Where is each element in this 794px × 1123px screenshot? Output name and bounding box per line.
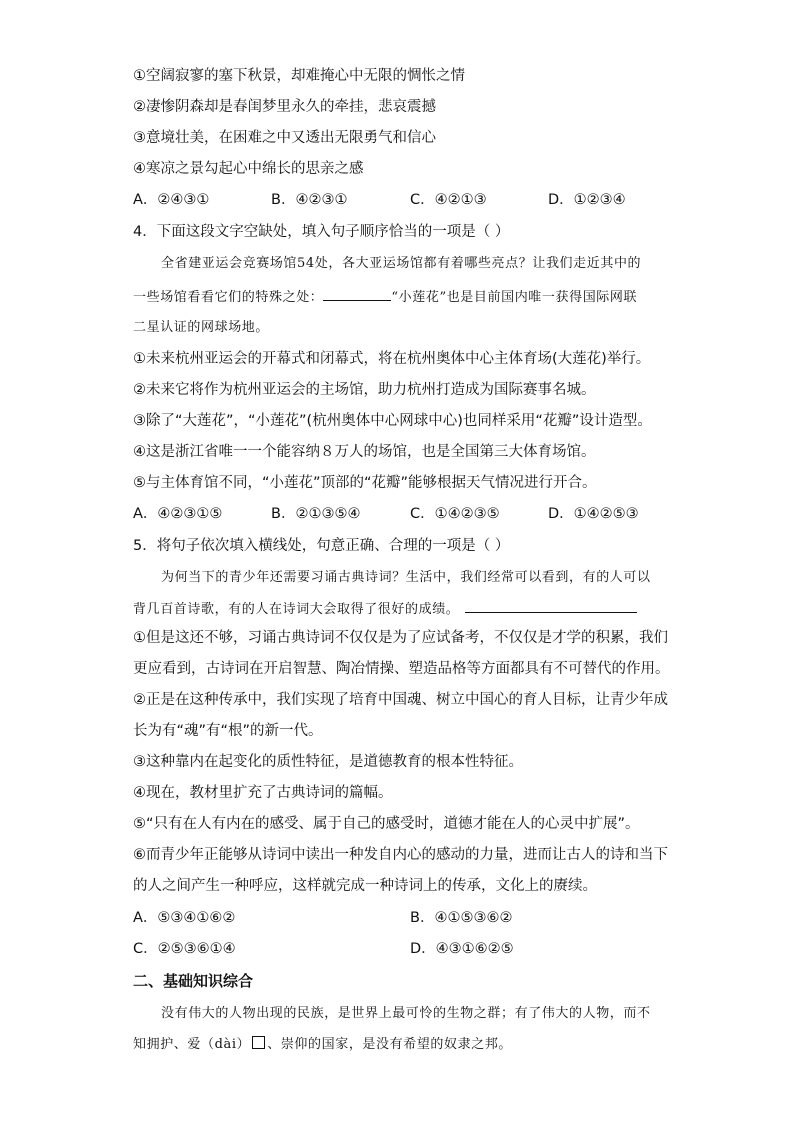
q5-choice-a: A．⑤③④①⑥② — [133, 910, 236, 926]
q4-item-1: ①未来杭州亚运会的开幕式和闭幕式，将在杭州奥体中心主体育场(大莲花)举行。 — [133, 351, 651, 367]
q4-choice-d: D．①④②⑤③ — [548, 506, 639, 522]
q3-choice-a: A．②④③① — [133, 192, 210, 208]
option-line-2: ②凄惨阴森却是春闺梦里永久的牵挂，悲哀震撼 — [133, 99, 436, 115]
q5-answer-blank[interactable] — [465, 598, 637, 613]
option-line-3: ③意境壮美，在困难之中又透出无限勇气和信心 — [133, 130, 436, 146]
option-line-1: ①空阔寂寥的塞下秋景，却难掩心中无限的惆怅之情 — [133, 68, 465, 84]
q5-passage-line-2 — [133, 598, 637, 620]
q5-item-3: ③这种靠内在起变化的质性特征，是道德教育的根本性特征。 — [133, 754, 523, 770]
q4-passage-line-2b: “小莲花”也是目前国内唯一获得国际网联 — [391, 290, 638, 305]
q5-stem: 5．将句子依次填入横线处，句意正确、合理的一项是（ ） — [133, 538, 510, 554]
q5-choice-d: D．④③①⑥②⑤ — [410, 941, 514, 957]
section2-line-1: 没有伟大的人物出现的民族，是世界上最可怜的生物之群；有了伟大的人物，而不 — [161, 1006, 651, 1021]
q3-choice-d: D．①②③④ — [548, 192, 626, 208]
q5-choice-b: B．④①⑤③⑥② — [410, 910, 513, 926]
q5-passage-line-2-text: 背几百首诗歌，有的人在诗词大会取得了很好的成绩。 — [133, 602, 460, 617]
q5-item-2a: ②正是在这种传承中，我们实现了培育中国魂、树立中国心的育人目标，让青少年成 — [133, 692, 668, 708]
q4-choice-c: C．①④②③⑤ — [410, 506, 500, 522]
q5-item-6b: 的人之间产生一种呼应，这样就完成一种诗词上的传承，文化上的赓续。 — [133, 878, 597, 894]
q5-item-6a: ⑥而青少年正能够从诗词中读出一种发自内心的感动的力量，进而让古人的诗和当下 — [133, 847, 668, 863]
q5-choice-c: C．②⑤③⑥①④ — [133, 941, 236, 957]
section2-line-2 — [133, 1035, 512, 1055]
section-heading: 二、基础知识综合 — [133, 972, 254, 990]
q4-passage-line-2 — [133, 286, 637, 308]
fill-in-box[interactable] — [252, 1036, 265, 1049]
q4-item-3: ③除了“大莲花”，“小莲花”(杭州奥体中心网球中心)也同样采用“花瓣”设计造型。 — [133, 413, 652, 429]
option-line-4: ④寒凉之景勾起心中绵长的思亲之感 — [133, 161, 364, 177]
q4-answer-blank[interactable] — [323, 286, 391, 301]
q4-item-4: ④这是浙江省唯一一个能容纳８万人的场馆，也是全国第三大体育场馆。 — [133, 444, 596, 460]
q5-passage-line-1: 为何当下的青少年还需要习诵古典诗词？生活中，我们经常可以看到，有的人可以 — [161, 570, 651, 585]
q3-choice-c: C．④②①③ — [410, 192, 487, 208]
q4-passage-line-3: 二星认证的网球场地。 — [133, 320, 270, 335]
q4-passage-line-2a: 一些场馆看看它们的特殊之处： — [133, 290, 324, 305]
q4-stem: 4．下面这段文字空缺处，填入句子顺序恰当的一项是（ ） — [133, 224, 510, 240]
q5-item-5: ⑤“只有在人有内在的感受、属于自己的感受时，道德才能在人的心灵中扩展”。 — [133, 816, 640, 832]
q3-choice-b: B．④②③① — [271, 192, 348, 208]
q4-choice-a: A．④②③①⑤ — [133, 506, 223, 522]
q4-item-5: ⑤与主体育馆不同，“小莲花”顶部的“花瓣”能够根据天气情况进行开合。 — [133, 475, 597, 491]
q5-item-2b: 长为有“魂”有“根”的新一代。 — [133, 723, 323, 739]
q5-item-1b: 更应看到，古诗词在开启智慧、陶冶情操、塑造品格等方面都具有不可替代的作用。 — [133, 661, 670, 677]
q4-passage-line-1: 全省建亚运会竞赛场馆54处，各大亚运场馆都有着哪些亮点？让我们走近其中的 — [161, 256, 642, 271]
section2-line-2b: 、崇仰的国家，是没有希望的奴隶之邦。 — [267, 1037, 513, 1052]
q5-item-1a: ①但是这还不够，习诵古典诗词不仅仅是为了应试备考，不仅仅是才学的积累，我们 — [133, 630, 668, 646]
q5-item-4: ④现在，教材里扩充了古典诗词的篇幅。 — [133, 785, 393, 801]
q4-item-2: ②未来它将作为杭州亚运会的主场馆，助力杭州打造成为国际赛事名城。 — [133, 382, 596, 398]
q4-choice-b: B．②①③⑤④ — [271, 506, 361, 522]
section2-line-2a: 知拥护、爱（dài） — [133, 1037, 251, 1052]
